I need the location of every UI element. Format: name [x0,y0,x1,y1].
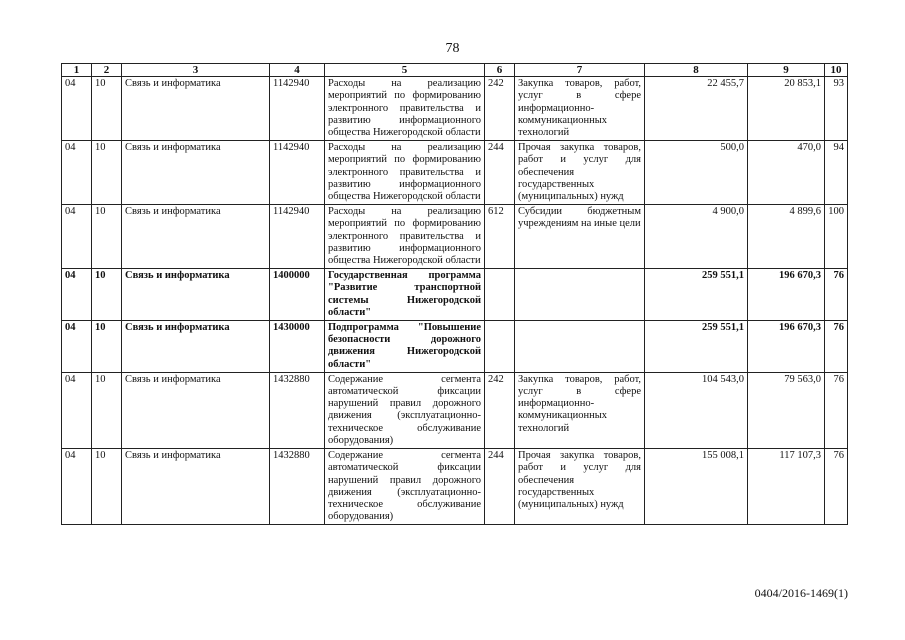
cell-target-code: 1142940 [270,77,325,141]
col-header-2: 2 [92,64,122,77]
cell-section-name: Связь и информатика [122,141,270,205]
cell-target-name: Содержание сегмента автоматической фиксации нарушений правил дорожного движения (эксплуатационно-техническое обслуживание оборудования) [325,372,485,448]
cell-target-code: 1432880 [270,449,325,525]
col-header-3: 3 [122,64,270,77]
cell-actual: 79 563,0 [748,372,825,448]
cell-section-name: Связь и информатика [122,77,270,141]
cell-subsection: 10 [92,372,122,448]
col-header-10: 10 [825,64,848,77]
col-header-1: 1 [62,64,92,77]
cell-target-name: Содержание сегмента автоматической фиксации нарушений правил дорожного движения (эксплуатационно-техническое обслуживание оборудования) [325,449,485,525]
cell-actual: 4 899,6 [748,205,825,269]
cell-target-code: 1400000 [270,269,325,321]
cell-target-name: Расходы на реализацию мероприятий по формированию электронного правительства и развитию информационного общества Нижегородской области [325,77,485,141]
cell-actual: 470,0 [748,141,825,205]
table-row [62,321,848,373]
cell-expense-name: Закупка товаров, работ, услуг в сфере информационно-коммуникационных технологий [515,77,645,141]
cell-actual: 196 670,3 [748,321,825,373]
cell-subsection: 10 [92,269,122,321]
cell-planned: 104 543,0 [645,372,748,448]
col-header-6: 6 [485,64,515,77]
cell-section-name: Связь и информатика [122,372,270,448]
cell-actual: 20 853,1 [748,77,825,141]
cell-percent: 76 [825,372,848,448]
cell-expense-name: Закупка товаров, работ, услуг в сфере информационно-коммуникационных технологий [515,372,645,448]
header-row [62,64,848,77]
cell-section: 04 [62,77,92,141]
cell-subsection: 10 [92,77,122,141]
cell-target-name: Расходы на реализацию мероприятий по формированию электронного правительства и развитию информационного общества Нижегородской области [325,205,485,269]
table-row [62,205,848,269]
cell-planned: 259 551,1 [645,321,748,373]
cell-planned: 155 008,1 [645,449,748,525]
cell-percent: 94 [825,141,848,205]
cell-target-code: 1142940 [270,205,325,269]
table-row [62,449,848,525]
cell-expense-code [485,321,515,373]
cell-target-code: 1430000 [270,321,325,373]
cell-subsection: 10 [92,449,122,525]
cell-planned: 4 900,0 [645,205,748,269]
cell-expense-code: 244 [485,449,515,525]
cell-percent: 93 [825,77,848,141]
cell-expense-name: Прочая закупка товаров, работ и услуг для обеспечения государственных (муниципальных) нужд [515,141,645,205]
cell-expense-code [485,269,515,321]
document-code: 0404/2016-1469(1) [754,586,848,600]
cell-subsection: 10 [92,141,122,205]
cell-section: 04 [62,269,92,321]
cell-planned: 259 551,1 [645,269,748,321]
cell-percent: 76 [825,449,848,525]
cell-section: 04 [62,321,92,373]
cell-section: 04 [62,205,92,269]
cell-expense-name [515,269,645,321]
cell-section-name: Связь и информатика [122,449,270,525]
table-row [62,141,848,205]
cell-target-name: Расходы на реализацию мероприятий по формированию электронного правительства и развитию информационного общества Нижегородской области [325,141,485,205]
cell-expense-code: 242 [485,372,515,448]
page-number: 78 [445,41,460,56]
cell-section: 04 [62,372,92,448]
cell-section: 04 [62,449,92,525]
cell-section: 04 [62,141,92,205]
cell-section-name: Связь и информатика [122,321,270,373]
cell-subsection: 10 [92,205,122,269]
cell-expense-name: Прочая закупка товаров, работ и услуг для обеспечения государственных (муниципальных) нужд [515,449,645,525]
col-header-5: 5 [325,64,485,77]
col-header-8: 8 [645,64,748,77]
cell-actual: 117 107,3 [748,449,825,525]
table-row [62,77,848,141]
table-row [62,372,848,448]
table-row [62,269,848,321]
cell-section-name: Связь и информатика [122,205,270,269]
cell-expense-name: Субсидии бюджетным учреждениям на иные цели [515,205,645,269]
cell-target-code: 1432880 [270,372,325,448]
col-header-7: 7 [515,64,645,77]
cell-percent: 100 [825,205,848,269]
budget-table [61,63,848,525]
cell-expense-name [515,321,645,373]
cell-subsection: 10 [92,321,122,373]
cell-planned: 22 455,7 [645,77,748,141]
col-header-9: 9 [748,64,825,77]
col-header-4: 4 [270,64,325,77]
cell-target-code: 1142940 [270,141,325,205]
cell-percent: 76 [825,321,848,373]
cell-expense-code: 612 [485,205,515,269]
cell-planned: 500,0 [645,141,748,205]
cell-expense-code: 242 [485,77,515,141]
cell-target-name: Государственная программа "Развитие транспортной системы Нижегородской области" [325,269,485,321]
cell-expense-code: 244 [485,141,515,205]
cell-percent: 76 [825,269,848,321]
cell-actual: 196 670,3 [748,269,825,321]
cell-target-name: Подпрограмма "Повышение безопасности дорожного движения Нижегородской области" [325,321,485,373]
cell-section-name: Связь и информатика [122,269,270,321]
